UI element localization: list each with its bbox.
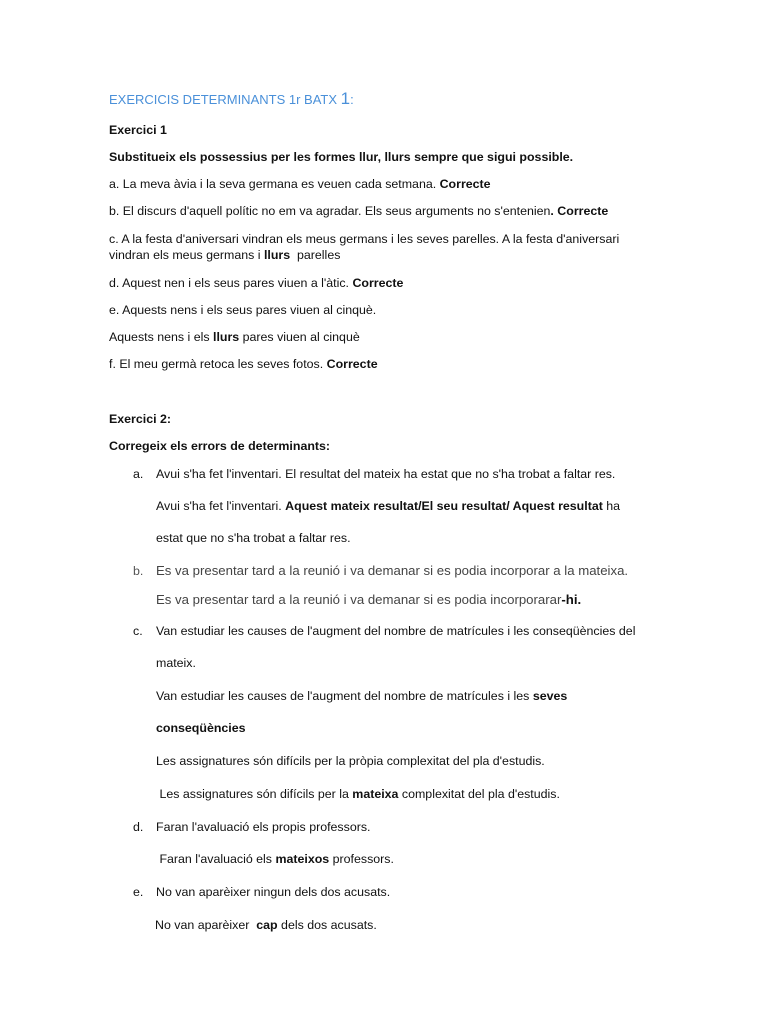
ex2-item-e: No van aparèixer ningun dels dos acusats. <box>156 885 391 899</box>
list-marker-b: b. <box>133 564 144 578</box>
ex2-item-d-answer: Faran l'avaluació els mateixos professors. <box>156 852 394 866</box>
ex2-item-d: Faran l'avaluació els propis professors. <box>156 820 371 834</box>
title-number: 1 <box>340 89 351 108</box>
ex2-item-a-answer-line2: estat que no s'ha trobat a faltar res. <box>156 531 351 545</box>
list-marker-c: c. <box>133 624 143 638</box>
ex1-item-c-line1: c. A la festa d'aniversari vindran els meus germans i les seves parelles. A la festa d'aniversari <box>109 232 620 246</box>
ex1-item-c-line2: vindran els meus germans i llurs parelles <box>109 248 341 262</box>
ex2-item-e-answer: No van aparèixer cap dels dos acusats. <box>155 918 377 932</box>
ex2-item-c-sentence2: Les assignatures són difícils per la pròpia complexitat del pla d'estudis. <box>156 754 545 768</box>
ex2-instruction: Corregeix els errors de determinants: <box>109 439 331 453</box>
ex1-item-e-answer: Aquests nens i els llurs pares viuen al cinquè <box>109 330 360 344</box>
ex1-heading: Exercici 1 <box>109 123 167 137</box>
ex2-item-b-answer: Es va presentar tard a la reunió i va demanar si es podia incorporarar-hi. <box>156 592 582 607</box>
verdict-label: Correcte <box>553 204 609 218</box>
ex1-item-b: b. El discurs d'aquell polític no em va agradar. Els seus arguments no s'entenien. Correcte <box>109 204 609 218</box>
ex2-item-a: Avui s'ha fet l'inventari. El resultat del mateix ha estat que no s'ha trobat a faltar res. <box>156 467 616 481</box>
ex1-item-e: e. Aquests nens i els seus pares viuen al cinquè. <box>109 303 377 317</box>
page-title <box>109 91 354 108</box>
ex1-instruction: Substitueix els possessius per les formes llur, llurs sempre que sigui possible. <box>109 150 574 164</box>
title-colon: : <box>350 92 354 107</box>
ex2-item-c-answer2: Les assignatures són difícils per la mateixa complexitat del pla d'estudis. <box>156 787 560 801</box>
ex2-item-c-answer: Van estudiar les causes de l'augment del nombre de matrícules i les seves <box>156 689 568 703</box>
list-marker-a: a. <box>133 467 144 481</box>
ex2-item-a-answer: Avui s'ha fet l'inventari. Aquest mateix resultat/El seu resultat/ Aquest resultat ha <box>156 499 621 513</box>
ex1-item-a: a. La meva àvia i la seva germana es veuen cada setmana. Correcte <box>109 177 491 191</box>
ex2-item-c: Van estudiar les causes de l'augment del nombre de matrícules i les conseqüències del <box>156 624 636 638</box>
ex2-item-c-line2: mateix. <box>156 656 196 670</box>
ex1-item-d: d. Aquest nen i els seus pares viuen a l'àtic. Correcte <box>109 276 404 290</box>
ex1-item-f: f. El meu germà retoca les seves fotos. Correcte <box>109 357 378 371</box>
title-text: EXERCICIS DETERMINANTS 1r BATX <box>109 92 341 107</box>
verdict-label: Correcte <box>439 177 491 191</box>
verdict-label: Correcte <box>326 357 378 371</box>
list-marker-d: d. <box>133 820 144 834</box>
list-marker-e: e. <box>133 885 144 899</box>
verdict-label: Correcte <box>352 276 404 290</box>
ex2-item-c-answer-line2: conseqüències <box>156 721 246 735</box>
ex2-item-b: Es va presentar tard a la reunió i va demanar si es podia incorporar a la mateixa. <box>156 563 629 578</box>
ex2-heading: Exercici 2: <box>109 412 171 426</box>
